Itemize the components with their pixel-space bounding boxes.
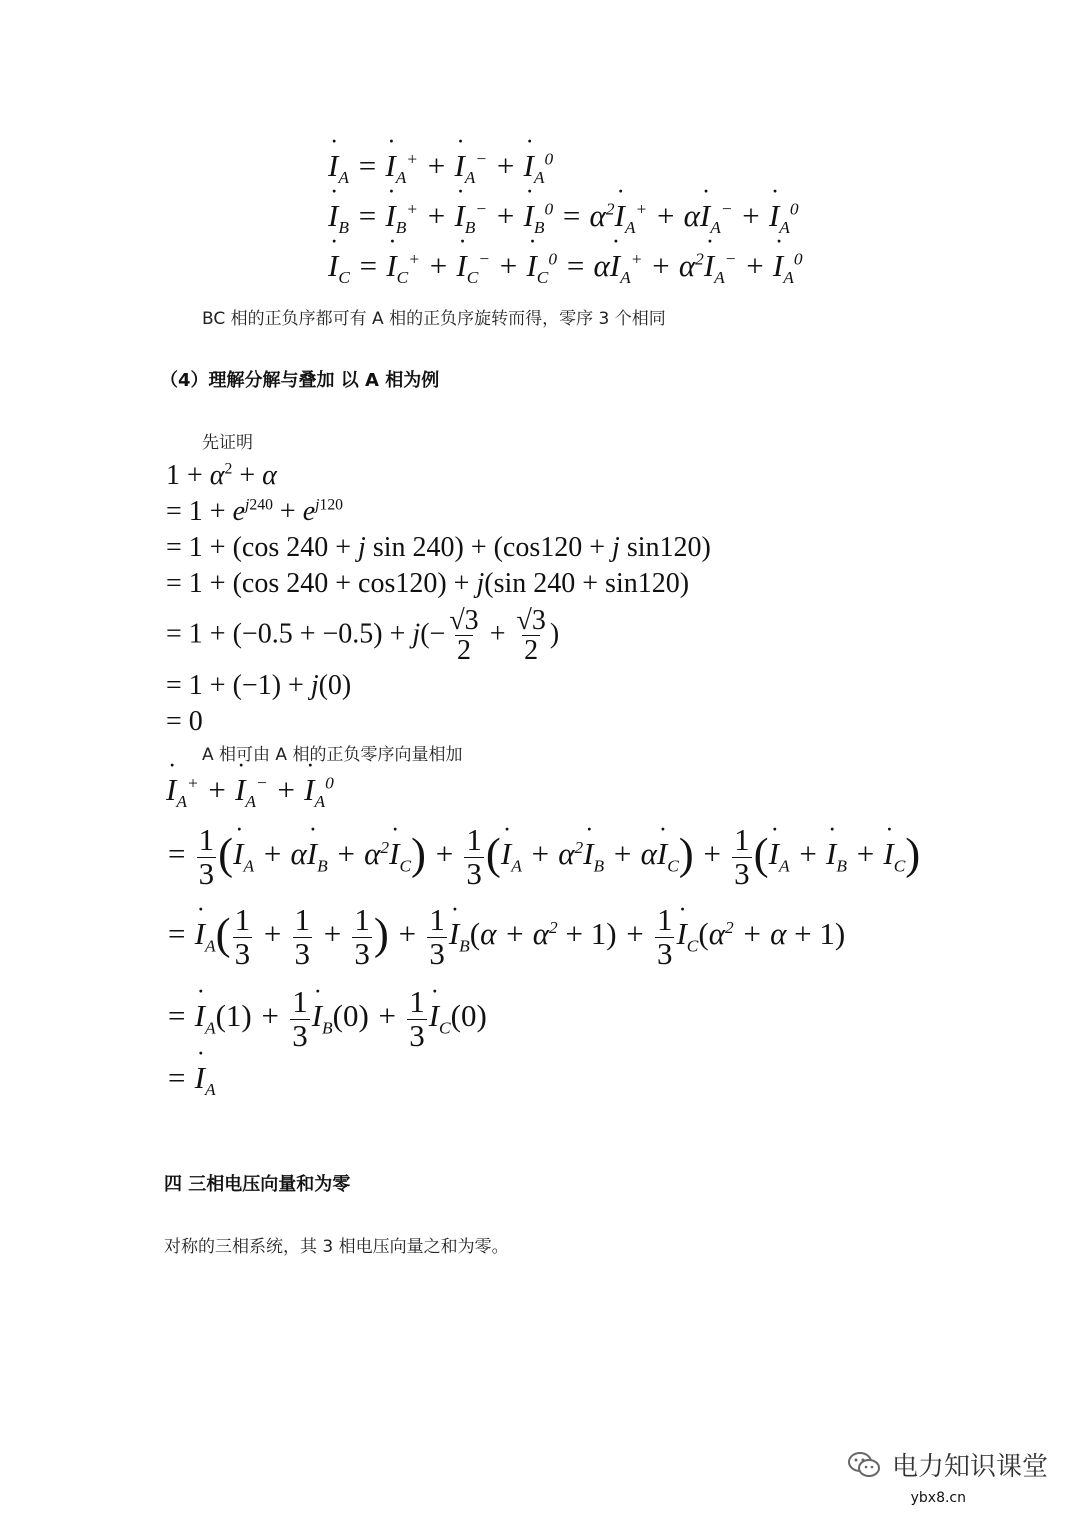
proof-line-5: = 1 + (−0.5 + −0.5) + j(− $\frac{√3}{2}$ + $\frac{√3}{2}$ ) [166,605,560,667]
proof-line-4: = 1 + (cos 240 + cos120) + j(sin 240 + sin120) [166,568,690,599]
sum-line-2: = $\frac{1}{3}$ (˙ $I_A$ + α˙ $I_B$ + $\alpha^2˙$ $I_C$) + $\frac{1}{3}$ (˙ $I_A$ + $\alpha^2˙$ $I_B$ + α˙ $I_C$) + $\frac{1}{3}$ (˙ $I_A$ + ˙ $I_B$ + ˙ $I_C$) [166,824,920,890]
proof-line-2: = $1 + e^{j240} + e^{j120}$ [166,496,344,527]
proof-line-6: = 1 + (−1) + j(0) [166,670,352,701]
proof-line-3: = 1 + (cos 240 + j sin 240) + (cos120 + j sin120) [166,532,711,563]
proof-line-7: = 0 [166,706,203,737]
watermark [846,1446,1048,1483]
equation-ic: ˙ $I_C$ = ˙ $I_C^+$ + ˙ $I_C^-$ + ˙ $I_C^0$ = α˙ $I_A^+$ + $\alpha^2˙$ $I_A^-$ + ˙ $I_A^0$ [328,250,803,281]
prove-first-label: 先证明 [202,433,253,453]
equation-ia: ˙ $I_A$ = ˙ $I_A^+$ + ˙ $I_A^-$ + ˙ $I_A^0$ [328,150,553,181]
equation-ib: ˙ $I_B$ = ˙ $I_B^+$ + ˙ $I_B^-$ + ˙ $I_B^0$ = $\alpha^2˙$ $I_A^+$ + α˙ $I_A^-$ + ˙ $I_A^0$ [328,200,799,231]
bc-note: BC 相的正负序都可有 A 相的正负序旋转而得，零序 3 个相同 [202,309,666,329]
wechat-icon [846,1450,882,1480]
section4-heading: （4）理解分解与叠加 以 A 相为例 [160,370,440,391]
sum-line-5: = ˙ $I_A$ [166,1062,216,1093]
proof-line-1: $1 + \alpha^2 + \alpha$ [166,460,277,491]
watermark-site: ybx8.cn [910,1490,966,1506]
sum-line-4: = ˙ $I_A(1)$ + $\frac{1}{3}$ ˙ $I_B(0)$ + $\frac{1}{3}$ ˙ $I_C(0)$ [166,986,487,1052]
symmetric-note: 对称的三相系统，其 3 相电压向量之和为零。 [164,1237,509,1257]
sum-line-1: ˙ $I_A^+$ + ˙ $I_A^-$ + ˙ $I_A^0$ [166,774,334,805]
section-four-heading: 四 三相电压向量和为零 [164,1174,351,1195]
watermark-brand: 电力知识课堂 [891,1452,1048,1482]
a-phase-note: A 相可由 A 相的正负零序向量相加 [202,745,463,765]
sum-line-3: = ˙ $I_A$( $\frac{1}{3}$ + $\frac{1}{3}$ + $\frac{1}{3}$ ) + $\frac{1}{3}$ ˙ $I_B(\alpha + \alpha^2 + 1)$ + $\frac{1}{3}$ ˙ $I_C(\alpha^2 + \alpha + 1)$ [166,904,845,970]
